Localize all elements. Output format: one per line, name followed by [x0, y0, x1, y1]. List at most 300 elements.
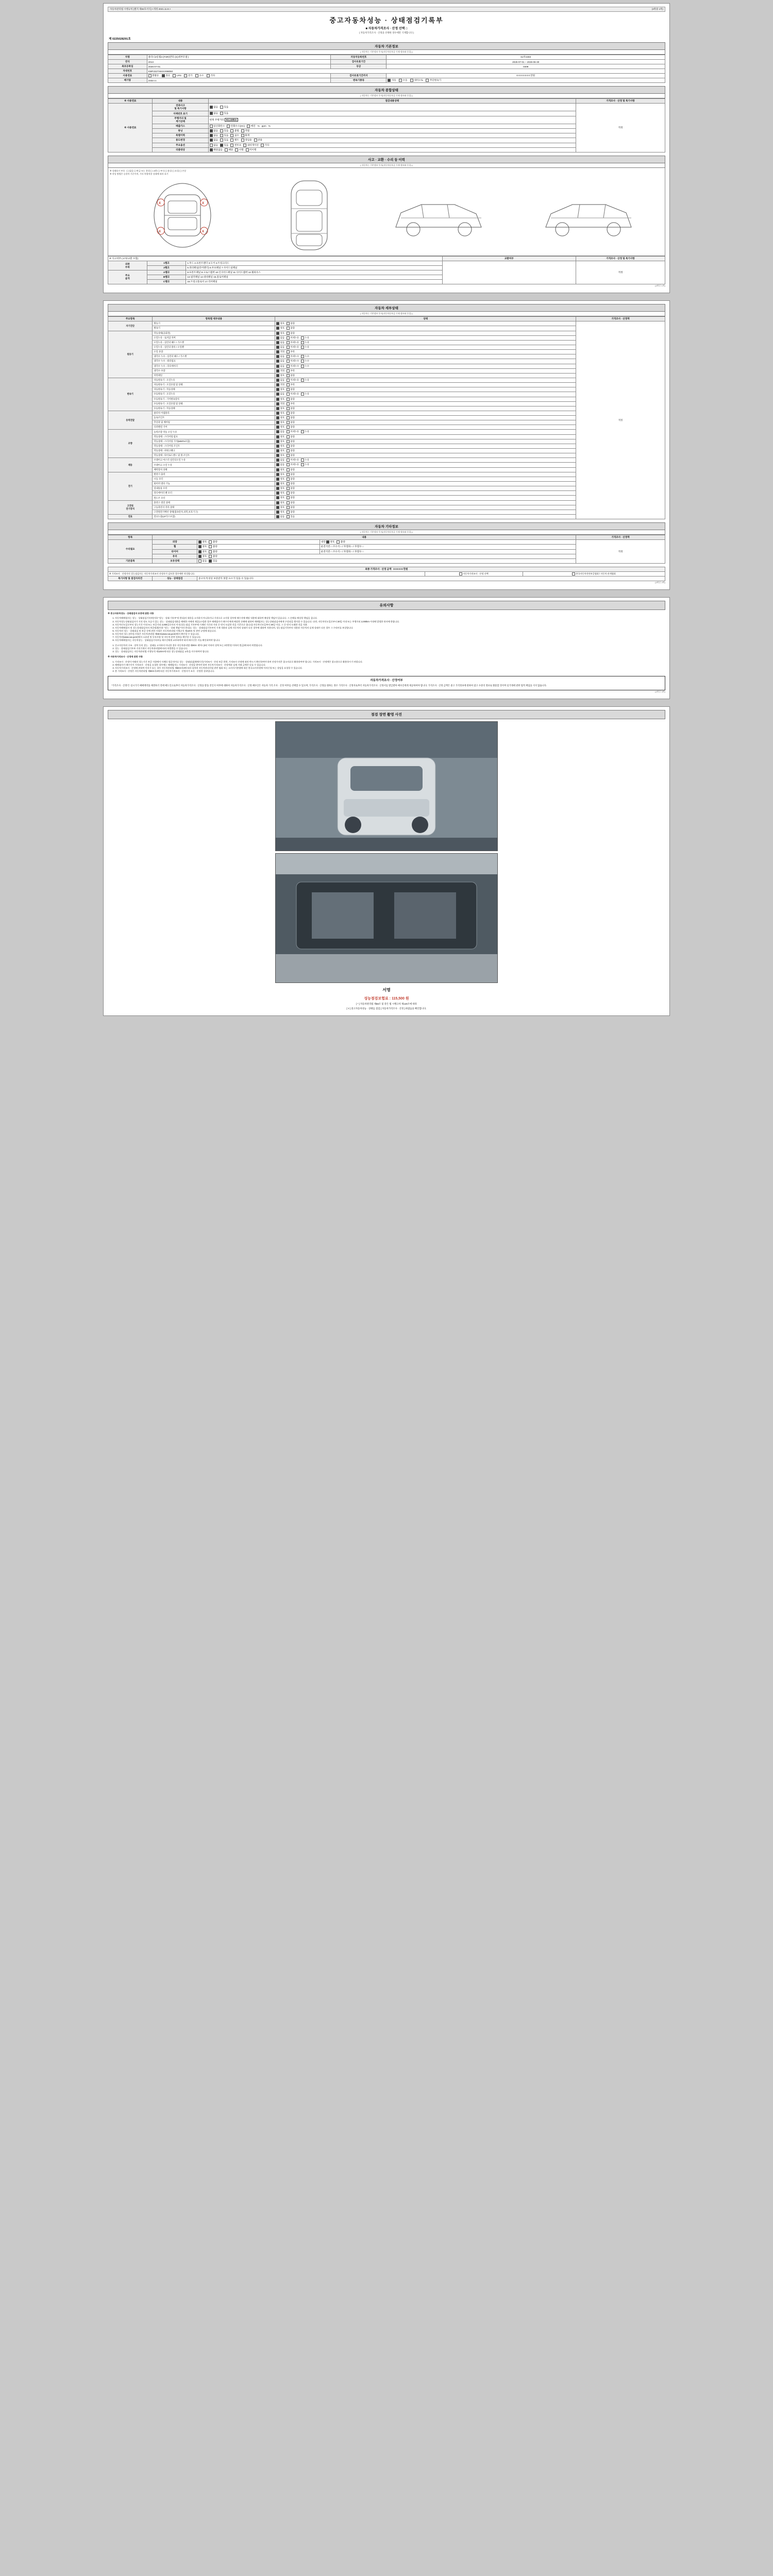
detail-option-0[interactable]: 양호: [276, 487, 284, 490]
detail-item-label: 냉각수 수량: [153, 368, 275, 373]
row-value-options[interactable]: 없음 있음 썬루프 내비게이션 기타: [208, 143, 576, 147]
detail-option-1[interactable]: 불량: [287, 478, 295, 481]
detail-option-0[interactable]: 적정: [276, 350, 284, 353]
sheet-1: [103, 3, 670, 293]
value-carname: 쏠라니2롱휠3 (FOR)반타 (G)세부모델 ): [147, 55, 331, 60]
accident-right-value: 적정: [576, 261, 665, 284]
detail-option-0[interactable]: 없음: [276, 430, 284, 433]
transmission-option-semi[interactable]: 세미오토: [410, 79, 423, 82]
other-row-hold: 보유상태: [153, 559, 197, 564]
notice-item: 4. 본 가격조사 · 산정은 자동차관리법 제58조의4에 따른 자동차가격조사 · 산정자가 조사 · 산정한 결과입니다.: [115, 670, 665, 673]
notice-list-1: [115, 617, 665, 642]
detail-item-label: 자동변속기 - 오일유량 및 상태: [153, 383, 275, 387]
row-value-odo[interactable]: 현재 주행거리 63,149km: [208, 116, 576, 124]
detail-item-options[interactable]: [275, 368, 576, 373]
detail-option-0[interactable]: 양호: [276, 426, 284, 429]
detail-option-1[interactable]: 미세누유: [287, 463, 299, 466]
label-regno: 자동차등록번호: [331, 55, 386, 60]
other-val-tire[interactable]: 양호 불량: [197, 549, 320, 554]
detail-item-options[interactable]: [275, 354, 576, 359]
detail-option-1[interactable]: 불량: [287, 468, 295, 471]
accident-bottom-note: ※ 사고여부 (교차/교환 포함): [108, 257, 443, 261]
detail-item-label: 충전구 절연 상태: [153, 500, 275, 505]
other-val-ext[interactable]: 양호 불량: [197, 540, 320, 545]
detail-item-options[interactable]: [275, 510, 576, 514]
accident-legend-2: ※ 작성 방법은 승용차 기준이며, 기타 차량적용 상태에 따라 표기: [110, 173, 169, 176]
detail-option-0[interactable]: 양호: [276, 332, 284, 335]
detail-option-1[interactable]: 불량: [287, 388, 295, 391]
other-val-int[interactable]: 내장 양호 불량: [320, 540, 576, 545]
detail-option-1[interactable]: 미세누유: [287, 393, 299, 396]
detail-item-options[interactable]: [275, 463, 576, 467]
row-value-special[interactable]: 없음 있음 침수 화재: [208, 133, 576, 138]
detail-item-options[interactable]: [275, 416, 576, 420]
notice-body: [108, 612, 665, 673]
value-year: 2013: [147, 60, 331, 64]
detail-option-0[interactable]: 양호: [276, 421, 284, 424]
page-mark-1: (3쪽중 1쪽): [651, 8, 663, 10]
label-disp: 배기량: [108, 78, 147, 83]
detail-option-1[interactable]: 불량: [287, 407, 295, 410]
detail-item-label: 와이퍼 델타 기능: [153, 482, 275, 486]
detail-item-label: 오일누유 - 로커암 커버: [153, 335, 275, 340]
detail-option-0[interactable]: 양호: [276, 506, 284, 509]
other-val-hold[interactable]: 없음 있음: [197, 559, 576, 564]
detail-option-0[interactable]: 양호: [276, 445, 284, 448]
notice-item: 7. 자동차의(www.car.go.kr)에서 소유권 및 등록사항 및 자동차 관련 정보를 확인할 수 있습니다.: [115, 636, 665, 639]
label-transmission: 변속기종류: [331, 78, 386, 83]
other-val-wheel[interactable]: 양호 불량: [197, 545, 320, 549]
price-check-2[interactable]: 한국자동차진단보증협회 / 자동차 관계협회: [523, 572, 665, 577]
detail-option-1[interactable]: 불량: [287, 501, 295, 504]
detail-item-options[interactable]: [275, 321, 576, 326]
detail-item-options[interactable]: [275, 472, 576, 477]
accident-exchange-cell: [442, 261, 576, 284]
detail-item-label: 발전기 출력: [153, 472, 275, 477]
notice-item: 3. 성능 · 상태점검자는 자동차관리법 시행규칙 제120조에 따른 성능상태점검 교육을 이수하여야 합니다.: [115, 650, 665, 653]
detail-option-0[interactable]: 양호: [276, 501, 284, 504]
row-value-accident[interactable]: 없음 있음: [208, 104, 576, 111]
detail-option-0[interactable]: 없음: [276, 355, 284, 358]
detail-option-0[interactable]: 적정: [276, 369, 284, 372]
detail-option-1[interactable]: 불량: [287, 426, 295, 429]
detail-item-options[interactable]: [275, 345, 576, 349]
detail-item-options[interactable]: [275, 467, 576, 472]
detail-option-1[interactable]: 불량: [287, 492, 295, 495]
detail-item-options[interactable]: [275, 335, 576, 340]
detail-group-원동기: 원동기: [108, 331, 153, 378]
detail-item-options[interactable]: [275, 350, 576, 354]
section-accident-title: 사고 · 교환 · 수리 등 이력: [108, 156, 665, 163]
table-row: [108, 321, 665, 326]
detail-option-2[interactable]: 누유: [301, 459, 309, 462]
other-table: [108, 535, 665, 564]
label-insp: 검사유효기간: [331, 60, 386, 64]
section-condition-title: 자동차 종합상태: [108, 86, 665, 94]
parts-group-frame: 주요 골격: [108, 270, 147, 284]
detail-option-2[interactable]: 누수: [301, 360, 309, 363]
detail-item-options[interactable]: [275, 406, 576, 411]
other-row-wheel: 휠: [153, 545, 197, 549]
row-label-accident: 전좌사고 및 특기사항: [153, 104, 208, 111]
notice-list-2: [115, 644, 665, 653]
detail-item-options[interactable]: [275, 444, 576, 448]
condition-header-3: 가격조사 · 산정 및 특기사항: [576, 99, 665, 104]
detail-option-0[interactable]: 없음: [276, 459, 284, 462]
page-subtitle: ■ 자동차가격조사 · 산정 선택 □: [365, 27, 408, 30]
basic-info-table: [108, 55, 665, 83]
detail-option-0[interactable]: 양호: [276, 454, 284, 457]
detail-option-1[interactable]: 미세누수: [287, 360, 299, 363]
detail-item-options[interactable]: [275, 491, 576, 496]
fuel-option-hydrogen[interactable]: 수소: [195, 74, 204, 77]
sheet1-page-mark: (3쪽중 1쪽): [655, 284, 665, 287]
detail-item-label: 수동변속기 - 작동상태: [153, 406, 275, 411]
condition-header-0: ※ 사용연료: [108, 99, 153, 104]
detail-option-1[interactable]: 불량: [287, 416, 295, 419]
transmission-option-auto[interactable]: 자동: [388, 79, 396, 82]
detail-item-label: 냉각수 누수 - 워터펌프: [153, 359, 275, 364]
detail-item-label: 오일 유량: [153, 350, 275, 354]
detail-option-1[interactable]: 불량: [287, 327, 295, 330]
detail-item-options[interactable]: [275, 482, 576, 486]
fuel-option-gasoline[interactable]: 휘발유: [148, 74, 159, 77]
detail-item-options[interactable]: [275, 397, 576, 401]
svg-text:X: X: [201, 230, 204, 234]
detail-option-0[interactable]: 양호: [276, 482, 284, 485]
detail-item-options[interactable]: [275, 373, 576, 378]
notice-item: 4. 자동차매매업자 및 성능상태점검자의 보증범위(이하 "성능 · 상태 책임"이라 한다)는 성능 · 상태점검기록부의 기재 내용과 실제 자동차의 상태가 다른 경우에 대하여 적용되며, 성능점검기록부의 내용과 자동차의 실제 상태가 다른 경우 그 수리비를 보상합니다.: [115, 626, 665, 630]
detail-item-label: 오일누유 - 실린더 헤드 / 가스켓: [153, 340, 275, 345]
row-value-recall[interactable]: 해당없음 해당 이행 미이행: [208, 147, 576, 152]
detail-item-options[interactable]: [275, 434, 576, 439]
row-label-tuning: 튜닝: [153, 128, 208, 133]
detail-item-label: 작동상태 - 스티어링 조인트: [153, 444, 275, 448]
label-firstreg: 최초등록일: [108, 64, 147, 69]
condition-header-2: 점검내용상태: [208, 99, 576, 104]
other-header-0: 항목: [108, 535, 153, 540]
form-topbar: [108, 7, 665, 12]
detail-item-options[interactable]: [275, 364, 576, 368]
detail-option-1[interactable]: 불량: [287, 412, 295, 415]
detail-option-0[interactable]: 양호: [276, 412, 284, 415]
document-number-value: 0225028291호: [112, 38, 131, 41]
detail-option-0[interactable]: 양호: [276, 435, 284, 438]
detail-item-label: 브레이크 마스터 실린더오일 누유: [153, 458, 275, 463]
page-title: 중고자동차성능 · 상태점검기록부: [329, 16, 444, 24]
detail-option-1[interactable]: 부족: [287, 383, 295, 386]
detail-item-options[interactable]: [275, 387, 576, 392]
value-odo-digits: 0 0 0 0 0 0 0 만원: [386, 74, 665, 78]
fuel-option-diesel[interactable]: 경유: [162, 74, 170, 77]
detail-header-3: 가격조사 · 산정액: [576, 317, 665, 321]
svg-text:X: X: [158, 202, 161, 206]
detail-item-options[interactable]: [275, 359, 576, 364]
detail-item-options[interactable]: [275, 449, 576, 453]
label-year: 연식: [108, 60, 147, 64]
transmission-option-manual[interactable]: 수동: [399, 79, 407, 82]
detail-item-label: 배력장치 상태: [153, 467, 275, 472]
detail-option-0[interactable]: 양호: [276, 374, 284, 377]
label-carname: 차명: [108, 55, 147, 60]
other-val-glass[interactable]: 양호 불량: [197, 554, 576, 558]
detail-option-1[interactable]: 미세누수: [287, 355, 299, 358]
detail-option-1[interactable]: 미세누수: [287, 365, 299, 368]
label-grade: 등급: [331, 64, 386, 69]
detail-option-1[interactable]: 있음: [287, 515, 295, 518]
detail-group-제동: 제동: [108, 458, 153, 472]
detail-option-1[interactable]: 불량: [287, 440, 295, 443]
detail-option-0[interactable]: 양호: [276, 388, 284, 391]
section-basic-note: ( 자동차는 기본정보 투자(자동차등록증 기재 정보와 동일) ): [108, 50, 665, 55]
row-label-recall: 리콜대상: [153, 147, 208, 152]
other-header-2: 가격조사 · 산정액: [576, 535, 665, 540]
accident-legend-1: ※ 상태표시 부호 : ( ) 없음 ( ) 판금 또는 용접 ( ) 교환 ( ) 부식 ( ) 흠집 ( ) 요철 ( ) 손상: [110, 169, 187, 172]
fuel-options[interactable]: [147, 74, 331, 78]
detail-item-options[interactable]: [275, 515, 576, 519]
other-val-wheel-pos[interactable]: 운전석전 □ 조수석 □ / 후열좌 □ / 후열우 □: [320, 545, 576, 549]
detail-item-options[interactable]: [275, 430, 576, 434]
value-vin: KMF2327X6XXX98050: [147, 69, 665, 74]
detail-item-options[interactable]: [275, 420, 576, 425]
value-insp: 2025-07-01 ~ 2026-06-30: [386, 60, 665, 64]
row-value-tuning[interactable]: 없음 있음 불법 적법: [208, 128, 576, 133]
detail-option-0[interactable]: 없음: [276, 336, 284, 340]
detail-option-1[interactable]: 불량: [287, 421, 295, 424]
detail-item-label: 구동축전지 격리 상태: [153, 505, 275, 510]
other-val-tire-pos[interactable]: 운전석전 □ 조수석 □ / 후열좌 □ / 후열우 □: [320, 549, 576, 554]
sheet-2: [103, 300, 670, 590]
detail-item-label: 수동변속기 - 기어변속장치: [153, 397, 275, 401]
detail-item-options[interactable]: [275, 392, 576, 397]
detail-group-자기진단: 자기진단: [108, 321, 153, 331]
detail-option-2[interactable]: 누유: [301, 393, 309, 396]
detail-option-0[interactable]: 없음: [276, 341, 284, 344]
detail-option-1[interactable]: 미세누유: [287, 341, 299, 344]
accident-center-label: 교환여부: [442, 257, 576, 261]
detail-item-options[interactable]: [275, 477, 576, 481]
price-title: [108, 567, 665, 572]
section-other-title: 자동차 기타정보: [108, 522, 665, 530]
row-value-emission[interactable]: 일산화탄소 탄화수소(HC) 매연 % ppm %: [208, 124, 576, 128]
detail-option-1[interactable]: 부족: [287, 402, 295, 405]
row-label-options: 주요옵션: [153, 143, 208, 147]
other-row-glass: 유리: [153, 554, 197, 558]
detail-item-options[interactable]: [275, 500, 576, 505]
condition-header-1: 내용: [153, 99, 208, 104]
detail-option-1[interactable]: 불량: [287, 487, 295, 490]
detail-option-0[interactable]: 없음: [276, 379, 284, 382]
other-group-basic: 기본품목: [108, 559, 153, 564]
detail-option-0[interactable]: 양호: [276, 473, 284, 476]
detail-option-2[interactable]: 누유: [301, 346, 309, 349]
detail-item-label: 작동상태 - 스티어링 기어(MDPS포함): [153, 439, 275, 444]
price-note: ※ 가격조사 · 산정자의 성능점검자는 자동차가격조사 산정자가 검토한 경우에만 작성합니다.: [108, 572, 425, 577]
detail-option-0[interactable]: 양호: [276, 322, 284, 325]
document-number: [109, 37, 665, 41]
detail-option-0[interactable]: 양호: [276, 398, 284, 401]
detail-option-2[interactable]: 누유: [301, 463, 309, 466]
ack-body: "가격조사 · 산정"은 실시가기 매매계약을 체결하기 전에 매도인으로부터 자동차가격조사 · 산정을 받을 것인지 여부에 대하여 자동차가격조사 · 산정 매수인은 자동차 가격 조사 · 산정 여부를 선택할 수 있으며, 가격조사 · 산정을 원하는 경우 가격조사 · 산정자로부터 자동차가격조사 · 산정서를 발급받아 매수인에게 제공하여야 합니다. 가격조사 · 산정 금액은 중고 가격정보에 관하여 참고 수준의 정보로 활용할 것이며 실거래에 관한 법적 책임을 지지 않습니다.: [111, 684, 547, 687]
notice-item: 1. 중고자동차의 구조 · 장치 등의 성능 · 상태를 고지하지 아니한 경우 자동차관리법 제80조 제7호 (3년 이하의 징역 또는 3천만원 이하의 벌금)에 따라 처벌됩니다.: [115, 644, 665, 647]
detail-item-options[interactable]: [275, 425, 576, 430]
detail-option-1[interactable]: 불량: [287, 445, 295, 448]
detail-option-1[interactable]: 불량: [287, 332, 295, 335]
detail-option-1[interactable]: 부족: [287, 369, 295, 372]
section-detail-note: ( 자동차는 기본정보 투자(자동차등록증 기재 정보와 동일) ): [108, 312, 665, 316]
detail-option-0[interactable]: 적정: [276, 402, 284, 405]
notice-item: 8. 자동차매매업자는 자동차성능 · 상태점검기록부를 매수인에게 교부하여야 하며 매수인은 이를 확인하여야 합니다.: [115, 639, 665, 642]
parts-group-outer: 외판 부위: [108, 261, 147, 270]
detail-header-1: 항목별 세부내용: [153, 317, 275, 321]
rank-a: A랭크: [147, 270, 186, 275]
detail-option-2[interactable]: 누유: [301, 430, 309, 433]
detail-item-options[interactable]: [275, 411, 576, 415]
special-sub: 성능 · 상태점검: [153, 577, 197, 581]
detail-option-0[interactable]: 양호: [276, 511, 284, 514]
detail-option-0[interactable]: 적정: [276, 383, 284, 386]
detail-option-1[interactable]: 미세누유: [287, 336, 299, 340]
detail-option-0[interactable]: 없음: [276, 360, 284, 363]
notice-item: 2. 매매업자가 매수인이 가격조사 · 산정을 요청한 경우에는 매매업자는 가격조사 · 산정을 받아야 하며 자동차가격조사 · 산정액과 실제 거래 금액은 다를 수 있습니다.: [115, 664, 665, 667]
detail-option-2[interactable]: 누유: [301, 341, 309, 344]
rank-c-parts: 16.트렁크플로어 17.리어패널: [186, 280, 442, 284]
value-firstreg: 2025-07-01: [147, 64, 331, 69]
photo-area: [108, 721, 665, 983]
detail-group-변속기: 변속기: [108, 378, 153, 411]
table-row: [108, 577, 665, 581]
detail-option-1[interactable]: 불량: [287, 473, 295, 476]
detail-option-1[interactable]: 불량: [287, 435, 295, 438]
detail-option-0[interactable]: 없음: [276, 346, 284, 349]
detail-item-options[interactable]: [275, 378, 576, 382]
detail-option-0[interactable]: 없음: [276, 365, 284, 368]
detail-option-2[interactable]: 누수: [301, 355, 309, 358]
detail-item-options[interactable]: [275, 439, 576, 444]
svg-text:X: X: [158, 230, 161, 234]
condition-group-label: ※ 사용연료: [108, 104, 153, 152]
car-diagram-top: [281, 177, 338, 254]
fuel-option-electric[interactable]: 전기: [184, 74, 192, 77]
row-label-usechange: 용도변경: [153, 138, 208, 143]
condition-table: [108, 98, 665, 152]
fuel-option-etc[interactable]: 기타: [207, 74, 215, 77]
detail-item-label: 윈도우 모터: [153, 496, 275, 500]
odometer-value: 63,149km: [225, 118, 239, 122]
detail-option-1[interactable]: 불량: [287, 322, 295, 325]
detail-option-0[interactable]: 양호: [276, 468, 284, 471]
detail-option-2[interactable]: 누수: [301, 365, 309, 368]
detail-option-1[interactable]: 미세누유: [287, 459, 299, 462]
detail-item-options[interactable]: [275, 505, 576, 510]
price-title-text: 최종 가격조사 · 산정 금액: [365, 568, 392, 571]
detail-item-label: 라디에이터 팬 모터: [153, 491, 275, 496]
detail-option-1[interactable]: 미세누유: [287, 346, 299, 349]
photo-front[interactable]: [275, 721, 498, 851]
car-diagram-right: [540, 187, 637, 244]
detail-item-label: 자동변속기 - 오일누유: [153, 378, 275, 382]
accident-parts-table: [108, 256, 665, 284]
detail-item-label: 냉각수 누수 - 실린더 헤드 / 가스켓: [153, 354, 275, 359]
detail-option-1[interactable]: 불량: [287, 482, 295, 485]
detail-option-1[interactable]: 불량: [287, 496, 295, 499]
row-value-usechange[interactable]: 없음 있음 렌트 영업용 관용: [208, 138, 576, 143]
detail-item-label: 추진축 및 베어링: [153, 420, 275, 425]
detail-group-연료: 연료: [108, 515, 153, 519]
table-row: [108, 104, 665, 111]
other-row-tire: 타이어: [153, 549, 197, 554]
detail-option-1[interactable]: 미세누유: [287, 379, 299, 382]
detail-option-1[interactable]: 미세누유: [287, 430, 299, 433]
detail-option-2[interactable]: 누유: [301, 336, 309, 340]
detail-option-1[interactable]: 불량: [287, 374, 295, 377]
detail-option-1[interactable]: 불량: [287, 511, 295, 514]
car-diagram-left: [390, 187, 488, 244]
photo-underbody[interactable]: [275, 853, 498, 983]
notice-item: 1. 가격조사 · 산정이 아래의 성능기간 보증 사항에서 사례로 평균적이나 성능 · 상태점검(매매기간)가격조사 · 산정 보증 한편, 가격조사 산정에 따라 반드시 확인하여야 하며 산정가격은 참고자료로 활용하여야 합니다. 가격조사 · 산정액은 참고용으로 활용하시기 바랍니다.: [115, 660, 665, 664]
footer-note-1: [ * ] 자동차관리법 제58조 및 같은 법 시행규칙 제120조에 따라: [356, 1002, 417, 1005]
detail-option-1[interactable]: 불량: [287, 506, 295, 509]
detail-item-label: 브레이크 오일 누유: [153, 463, 275, 467]
detail-option-0[interactable]: 없음: [276, 515, 284, 518]
detail-option-1[interactable]: 불량: [287, 449, 295, 452]
detail-option-0[interactable]: 양호: [276, 416, 284, 419]
detail-option-0[interactable]: 양호: [276, 440, 284, 443]
form-legal-ref: 자동차관리법 시행규칙 [별지 제82호서식] <개정 2021.11.9.>: [110, 8, 171, 10]
detail-option-0[interactable]: 양호: [276, 449, 284, 452]
rank-2: 2랭크: [147, 266, 186, 270]
detail-item-options[interactable]: [275, 401, 576, 406]
detail-item-options[interactable]: [275, 458, 576, 463]
value-disp: 2432 cc: [147, 78, 331, 83]
sheet3-page-mark: (3쪽중 3쪽): [655, 690, 665, 693]
detail-item-options[interactable]: [275, 496, 576, 500]
detail-option-0[interactable]: 없음: [276, 393, 284, 396]
transmission-option-cvt[interactable]: 무단변속기: [426, 79, 441, 82]
detail-item-label: 동력조향 작동 오일 누유: [153, 430, 275, 434]
fuel-option-lpg[interactable]: LPG: [173, 74, 181, 77]
detail-table: [108, 316, 665, 519]
detail-option-0[interactable]: 양호: [276, 327, 284, 330]
detail-option-1[interactable]: 불량: [287, 454, 295, 457]
detail-item-options[interactable]: [275, 453, 576, 458]
row-value-vin-mark[interactable]: 없음 있음: [208, 111, 576, 116]
svg-text:X: X: [201, 202, 204, 206]
detail-item-options[interactable]: [275, 340, 576, 345]
detail-item-options[interactable]: [275, 486, 576, 491]
detail-option-0[interactable]: 양호: [276, 496, 284, 499]
detail-item-options[interactable]: [275, 326, 576, 331]
row-label-vin-mark: 자체번호 표기: [153, 111, 208, 116]
detail-item-label: 수동변속기 - 오일유량 및 상태: [153, 401, 275, 406]
detail-option-0[interactable]: 없음: [276, 463, 284, 466]
detail-option-0[interactable]: 양호: [276, 492, 284, 495]
detail-option-0[interactable]: 양호: [276, 407, 284, 410]
ack-box: [108, 676, 665, 690]
transmission-options[interactable]: [386, 78, 665, 83]
price-check-1[interactable]: 자동차가격조사 · 산정 선택: [425, 572, 523, 577]
special-value: 중고차 특성상 보증받지 못할 요소가 있을 수 있습니다.: [197, 577, 665, 581]
other-group-repair: 수리필요: [108, 540, 153, 559]
detail-item-label: 디퍼렌셜 기어: [153, 425, 275, 430]
detail-option-2[interactable]: 누유: [301, 379, 309, 382]
detail-option-0[interactable]: 양호: [276, 478, 284, 481]
detail-option-1[interactable]: 부족: [287, 350, 295, 353]
detail-option-1[interactable]: 불량: [287, 398, 295, 401]
detail-item-options[interactable]: [275, 383, 576, 387]
detail-item-options[interactable]: [275, 331, 576, 335]
sheet-3: [103, 597, 670, 699]
